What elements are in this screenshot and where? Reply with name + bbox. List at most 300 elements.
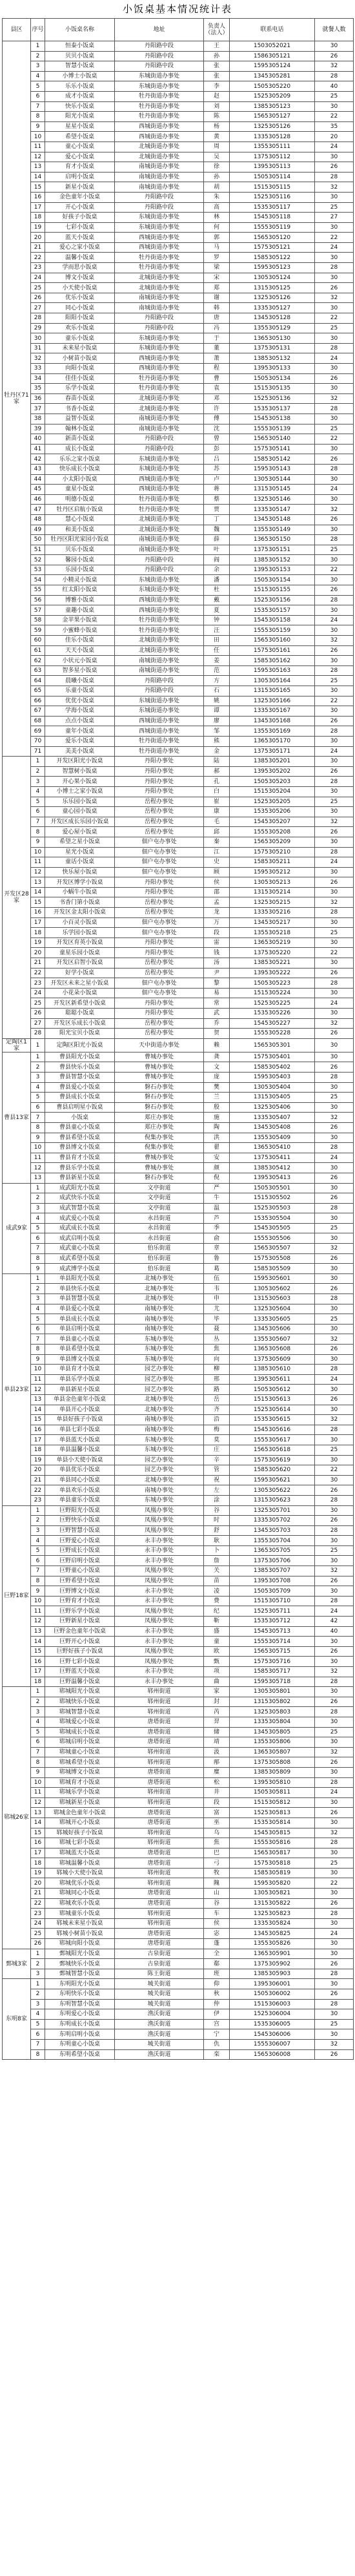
table-row — [3, 393, 354, 404]
name-cell: 乐乐之家小饭桌 — [45, 454, 115, 465]
phone-cell: 1375305112 — [230, 152, 315, 162]
address-cell: 古泉街道 — [115, 1959, 204, 1969]
diners-cell: 30 — [315, 605, 354, 616]
contact-person-cell: 仲 — [204, 1999, 230, 2009]
table-row — [3, 1009, 354, 1019]
serial-cell: 37 — [31, 404, 45, 414]
serial-cell: 41 — [31, 444, 45, 454]
diners-cell: 28 — [315, 726, 354, 737]
phone-cell: 1325305146 — [230, 494, 315, 505]
diners-cell: 30 — [315, 1082, 354, 1093]
serial-cell: 5 — [31, 1314, 45, 1325]
phone-cell: 1545305118 — [230, 213, 315, 223]
address-cell: 牡丹街道办事处 — [115, 625, 204, 636]
diners-cell: 40 — [315, 81, 354, 92]
address-cell: 渔沃街道 — [115, 2049, 204, 2060]
address-cell: 唐塔街道 — [115, 1727, 204, 1737]
serial-cell: 15 — [31, 1415, 45, 1425]
name-cell: 巨野阳光小饭桌 — [45, 1505, 115, 1516]
address-cell: 北城街道办事处 — [115, 141, 204, 152]
table-row — [3, 1576, 354, 1586]
serial-cell: 18 — [31, 213, 45, 223]
contact-person-cell: 葛 — [204, 1264, 230, 1274]
diners-cell: 26 — [315, 1345, 354, 1355]
serial-cell: 39 — [31, 424, 45, 434]
name-cell: 成武博学小饭桌 — [45, 1264, 115, 1274]
serial-cell: 3 — [31, 1969, 45, 1979]
contact-person-cell: 孙 — [204, 172, 230, 182]
phone-cell: 1505305203 — [230, 777, 315, 787]
table-row — [3, 736, 354, 746]
name-cell: 新苗小饭桌 — [45, 434, 115, 445]
table-row — [3, 1223, 354, 1233]
table-row — [3, 1788, 354, 1798]
diners-cell: 32 — [315, 182, 354, 193]
phone-cell: 1505305612 — [230, 1385, 315, 1395]
diners-cell: 30 — [315, 706, 354, 717]
table-row — [3, 777, 354, 787]
address-cell: 郓州街道 — [115, 1757, 204, 1768]
address-cell: 丹阳路中段 — [115, 555, 204, 565]
diners-cell: 25 — [315, 424, 354, 434]
name-cell: 曹县新星小饭桌 — [45, 1173, 115, 1183]
serial-cell: 5 — [31, 1223, 45, 1233]
contact-person-cell: 庄 — [204, 1445, 230, 1455]
table-row — [3, 928, 354, 938]
name-cell: 单县温馨小饭桌 — [45, 1445, 115, 1455]
diners-cell: 30 — [315, 1324, 354, 1334]
address-cell: 南城街道办事处 — [115, 656, 204, 666]
name-cell: 东明阳光小饭桌 — [45, 1979, 115, 1989]
name-cell: 东明希望小饭桌 — [45, 2049, 115, 2060]
table-row — [3, 595, 354, 605]
address-cell: 佃户屯办事处 — [115, 917, 204, 928]
serial-cell: 34 — [31, 373, 45, 384]
serial-cell: 5 — [31, 81, 45, 92]
serial-cell: 7 — [31, 1244, 45, 1254]
table-row — [3, 1697, 354, 1707]
phone-cell: 1355305826 — [230, 1939, 315, 1949]
serial-cell: 7 — [31, 2039, 45, 2049]
name-cell: 巨野好孩子小饭桌 — [45, 1646, 115, 1657]
table-row — [3, 132, 354, 142]
table-row — [3, 917, 354, 928]
table-row — [3, 404, 354, 414]
contact-person-cell: 俞 — [204, 1233, 230, 1244]
name-cell: 单县欢乐小饭桌 — [45, 1485, 115, 1496]
address-cell: 丹阳路中段 — [115, 444, 204, 454]
diners-cell: 30 — [315, 786, 354, 797]
diners-cell: 26 — [315, 585, 354, 596]
name-cell: 佳佳小饭桌 — [45, 373, 115, 384]
serial-cell: 1 — [31, 1505, 45, 1516]
phone-cell: 1535305226 — [230, 1009, 315, 1019]
address-cell: 东城街道办事处 — [115, 575, 204, 585]
contact-person-cell: 黎 — [204, 978, 230, 989]
contact-person-cell: 侯 — [204, 1918, 230, 1929]
diners-cell: 30 — [315, 474, 354, 485]
phone-cell: 1335305128 — [230, 132, 315, 142]
contact-person-cell: 朱 — [204, 192, 230, 202]
diners-cell: 26 — [315, 454, 354, 465]
address-cell: 磐石办事处 — [115, 1173, 204, 1183]
address-cell: 西城街道办事处 — [115, 242, 204, 253]
diners-cell: 27 — [315, 213, 354, 223]
name-cell: 贝贝小饭桌 — [45, 51, 115, 61]
contact-person-cell: 路 — [204, 1385, 230, 1395]
diners-cell: 30 — [315, 1889, 354, 1899]
contact-person-cell: 钟 — [204, 615, 230, 625]
phone-cell: 1325305126 — [230, 121, 315, 132]
phone-cell: 1585305122 — [230, 253, 315, 263]
table-row — [3, 353, 354, 364]
address-cell: 丹阳路中段 — [115, 61, 204, 72]
name-cell: 曹县爱心小饭桌 — [45, 1082, 115, 1093]
serial-cell: 23 — [31, 1495, 45, 1505]
address-cell: 东城街道办事处 — [115, 71, 204, 81]
contact-person-cell: 时 — [204, 1516, 230, 1526]
address-cell: 东城办事处 — [115, 1345, 204, 1355]
serial-cell: 3 — [31, 1525, 45, 1536]
serial-cell: 65 — [31, 686, 45, 696]
table-row — [3, 1365, 354, 1375]
address-cell: 西城街道办事处 — [115, 485, 204, 495]
table-row — [3, 1284, 354, 1294]
address-cell: 渔沃街道 — [115, 2009, 204, 2020]
name-cell: 成武希望小饭桌 — [45, 1253, 115, 1264]
diners-cell: 26 — [315, 51, 354, 61]
address-cell: 园艺办事处 — [115, 1385, 204, 1395]
name-cell: 单县金色童年小饭桌 — [45, 1394, 115, 1405]
diners-cell: 28 — [315, 1294, 354, 1304]
diners-cell: 28 — [315, 1909, 354, 1919]
contact-person-cell: 申 — [204, 1294, 230, 1304]
contact-person-cell: 仇 — [204, 2039, 230, 2049]
serial-cell: 64 — [31, 676, 45, 686]
address-cell: 南城办事处 — [115, 1324, 204, 1334]
diners-cell: 24 — [315, 615, 354, 625]
serial-cell: 11 — [31, 1153, 45, 1163]
name-cell: 乐学小饭桌 — [45, 384, 115, 394]
phone-cell: 1515305502 — [230, 1193, 315, 1204]
address-cell: 西城街道办事处 — [115, 132, 204, 142]
address-cell: 永丰办事处 — [115, 1536, 204, 1546]
name-cell: 快乐小饭桌 — [45, 101, 115, 112]
name-cell: 巨野爱心小饭桌 — [45, 1536, 115, 1546]
name-cell: 成武阳光小饭桌 — [45, 1183, 115, 1193]
name-cell: 小太阳小饭桌 — [45, 474, 115, 485]
diners-cell: 25 — [315, 1727, 354, 1737]
serial-cell: 68 — [31, 716, 45, 726]
serial-cell: 49 — [31, 525, 45, 535]
address-cell: 园艺办事处 — [115, 1455, 204, 1465]
table-row — [3, 797, 354, 807]
phone-cell: 1355305607 — [230, 1334, 315, 1345]
table-row — [3, 585, 354, 596]
serial-cell: 18 — [31, 1677, 45, 1687]
table-row — [3, 182, 354, 193]
address-cell: 西城街道办事处 — [115, 233, 204, 243]
contact-person-cell: 家 — [204, 1687, 230, 1697]
table-row — [3, 343, 354, 353]
name-cell: 成武快乐小饭桌 — [45, 1193, 115, 1204]
diners-cell: 24 — [315, 998, 354, 1009]
serial-cell: 15 — [31, 1828, 45, 1838]
contact-person-cell: 袁 — [204, 384, 230, 394]
address-cell: 凤凰办事处 — [115, 1516, 204, 1526]
address-cell: 文亭街道 — [115, 1183, 204, 1193]
phone-cell: 1385305412 — [230, 1163, 315, 1173]
address-cell: 唐塔街道 — [115, 1858, 204, 1869]
serial-cell: 1 — [31, 41, 45, 52]
address-cell: 古泉街道 — [115, 1949, 204, 1959]
diners-cell: 20 — [315, 132, 354, 142]
diners-cell: 25 — [315, 676, 354, 686]
serial-cell: 1 — [31, 1687, 45, 1697]
diners-cell: 30 — [315, 1102, 354, 1113]
address-cell: 东城街道办事处 — [115, 696, 204, 706]
diners-cell: 26 — [315, 827, 354, 837]
phone-cell: 1325305823 — [230, 1909, 315, 1919]
contact-person-cell: 段 — [204, 928, 230, 938]
phone-cell: 1395305611 — [230, 1374, 315, 1385]
county-cell: 曹县13家 — [3, 1052, 31, 1183]
serial-cell: 69 — [31, 726, 45, 737]
table-row — [3, 1495, 354, 1505]
table-row — [3, 1485, 354, 1496]
address-cell: 文亭街道 — [115, 1193, 204, 1204]
table-row — [3, 424, 354, 434]
name-cell: 小蜗牛小饭桌 — [45, 887, 115, 897]
phone-cell: 1365305608 — [230, 1345, 315, 1355]
contact-person-cell: 常 — [204, 998, 230, 1009]
address-cell: 牡丹街道办事处 — [115, 253, 204, 263]
serial-cell: 2 — [31, 1516, 45, 1526]
name-cell: 开心小饭桌 — [45, 202, 115, 213]
name-cell: 郓城未来星小饭桌 — [45, 1918, 115, 1929]
table-row — [3, 1898, 354, 1909]
contact-person-cell: 万 — [204, 917, 230, 928]
table-row — [3, 897, 354, 908]
diners-cell: 32 — [315, 1334, 354, 1345]
table-row — [3, 1273, 354, 1284]
phone-cell: 1545305505 — [230, 1223, 315, 1233]
diners-cell: 30 — [315, 494, 354, 505]
table-row — [3, 1183, 354, 1193]
contact-person-cell: 耿 — [204, 1536, 230, 1546]
table-row — [3, 1405, 354, 1415]
contact-person-cell: 邓 — [204, 393, 230, 404]
table-row — [3, 1052, 354, 1062]
contact-person-cell: 廖 — [204, 716, 230, 726]
phone-cell: 1345305825 — [230, 1929, 315, 1939]
page-title: 小饭桌基本情况统计表 — [122, 3, 232, 15]
name-cell: 乐童小饭桌 — [45, 686, 115, 696]
contact-person-cell: 贾 — [204, 505, 230, 515]
diners-cell: 32 — [315, 61, 354, 72]
address-cell: 天中街道办事处 — [115, 1038, 204, 1052]
name-cell: 智慧树小饭桌 — [45, 766, 115, 777]
address-cell: 丹阳办事处 — [115, 786, 204, 797]
diners-cell: 30 — [315, 1536, 354, 1546]
contact-person-cell: 谷 — [204, 1898, 230, 1909]
diners-cell: 28 — [315, 595, 354, 605]
table-row — [3, 2039, 354, 2049]
phone-cell: 1355305218 — [230, 928, 315, 938]
address-cell: 渔沃街道 — [115, 2019, 204, 2029]
name-cell: 翰林小饭桌 — [45, 424, 115, 434]
serial-cell: 6 — [31, 1737, 45, 1748]
address-cell: 丹阳办事处 — [115, 937, 204, 948]
phone-cell: 1515305710 — [230, 1596, 315, 1606]
address-cell: 城关街道 — [115, 1999, 204, 2009]
serial-cell: 2 — [31, 1284, 45, 1294]
table-row — [3, 273, 354, 283]
address-cell: 曹城办事处 — [115, 1072, 204, 1082]
address-cell: 唐塔街道 — [115, 1817, 204, 1828]
phone-cell: 1345305281 — [230, 71, 315, 81]
contact-person-cell: 章 — [204, 1244, 230, 1254]
name-cell: 郓城蓝天小饭桌 — [45, 1848, 115, 1858]
address-cell: 东城办事处 — [115, 1334, 204, 1345]
serial-cell: 67 — [31, 706, 45, 717]
serial-cell: 53 — [31, 565, 45, 575]
table-row — [3, 605, 354, 616]
name-cell: 巨野开心小饭桌 — [45, 1637, 115, 1647]
contact-person-cell: 邹 — [204, 726, 230, 737]
phone-cell: 1575305210 — [230, 847, 315, 857]
phone-cell: 1565305301 — [230, 1038, 315, 1052]
address-cell: 唐塔街道 — [115, 1767, 204, 1777]
diners-cell: 26 — [315, 1697, 354, 1707]
contact-person-cell: 雷 — [204, 937, 230, 948]
serial-cell: 9 — [31, 837, 45, 847]
name-cell: 曹县成长小饭桌 — [45, 1093, 115, 1103]
name-cell: 阳阳小饭桌 — [45, 313, 115, 324]
phone-cell: 1565305715 — [230, 1646, 315, 1657]
diners-cell: 28 — [315, 172, 354, 182]
phone-cell: 1595305403 — [230, 1072, 315, 1082]
table-row — [3, 1808, 354, 1818]
name-cell: 智多星小饭桌 — [45, 665, 115, 676]
phone-cell: 1575305141 — [230, 444, 315, 454]
phone-cell: 1385305903 — [230, 1969, 315, 1979]
serial-cell: 28 — [31, 313, 45, 324]
name-cell: 巨野成长小饭桌 — [45, 1545, 115, 1556]
diners-cell: 30 — [315, 1273, 354, 1284]
diners-cell: 30 — [315, 1133, 354, 1143]
name-cell: 和美小饭桌 — [45, 525, 115, 535]
serial-cell: 12 — [31, 1385, 45, 1395]
diners-cell: 40 — [315, 1626, 354, 1637]
name-cell: 牡丹区阳光家园小饭桌 — [45, 535, 115, 545]
diners-cell: 28 — [315, 1777, 354, 1788]
diners-cell: 26 — [315, 1173, 354, 1183]
name-cell: 单县启明小饭桌 — [45, 1324, 115, 1334]
contact-person-cell: 白 — [204, 786, 230, 797]
address-cell: 郓州街道 — [115, 1868, 204, 1878]
name-cell: 向阳小饭桌 — [45, 364, 115, 374]
contact-person-cell: 隗 — [204, 1878, 230, 1889]
diners-cell: 30 — [315, 1687, 354, 1697]
address-cell: 郑庄办事处 — [115, 1122, 204, 1133]
address-cell: 丹阳路中段 — [115, 41, 204, 52]
phone-cell: 1385305707 — [230, 1566, 315, 1576]
address-cell: 凤凰办事处 — [115, 1505, 204, 1516]
contact-person-cell: 尤 — [204, 1304, 230, 1314]
phone-cell: 1535306005 — [230, 2019, 315, 2029]
name-cell: 成武童心小饭桌 — [45, 1244, 115, 1254]
address-cell: 园艺办事处 — [115, 1465, 204, 1476]
name-cell: 郓城博文小饭桌 — [45, 1767, 115, 1777]
phone-cell: 1555305208 — [230, 827, 315, 837]
serial-cell: 1 — [31, 1979, 45, 1989]
contact-person-cell: 钱 — [204, 948, 230, 958]
contact-person-cell: 欧 — [204, 1646, 230, 1657]
contact-person-cell: 王 — [204, 41, 230, 52]
serial-cell: 1 — [31, 1052, 45, 1062]
diners-cell: 30 — [315, 958, 354, 969]
contact-person-cell: 彭 — [204, 444, 230, 454]
contact-person-cell: 糜 — [204, 1767, 230, 1777]
address-cell: 郓州街道 — [115, 1687, 204, 1697]
name-cell: 单县蓝天小饭桌 — [45, 1435, 115, 1445]
name-cell: 定陶区阳光小饭桌 — [45, 1038, 115, 1052]
address-cell: 牡丹街道办事处 — [115, 505, 204, 515]
serial-cell: 48 — [31, 514, 45, 525]
serial-cell: 7 — [31, 817, 45, 827]
serial-cell: 1 — [31, 1949, 45, 1959]
name-cell: 成长小饭桌 — [45, 444, 115, 454]
table-row — [3, 857, 354, 868]
diners-cell: 30 — [315, 1475, 354, 1485]
address-cell: 永丰办事处 — [115, 1677, 204, 1687]
address-cell: 牡丹街道办事处 — [115, 736, 204, 746]
address-cell: 曹城办事处 — [115, 1153, 204, 1163]
serial-cell: 59 — [31, 625, 45, 636]
diners-cell: 30 — [315, 152, 354, 162]
phone-cell: 1505305154 — [230, 575, 315, 585]
contact-person-cell: 吴 — [204, 152, 230, 162]
phone-cell: 1595305601 — [230, 1273, 315, 1284]
diners-cell: 30 — [315, 686, 354, 696]
diners-cell: 22 — [315, 948, 354, 958]
diners-cell: 26 — [315, 716, 354, 726]
name-cell: 单县乐学小饭桌 — [45, 1374, 115, 1385]
serial-cell: 8 — [31, 827, 45, 837]
table-row — [3, 454, 354, 465]
diners-cell: 26 — [315, 1062, 354, 1073]
serial-cell: 2 — [31, 1193, 45, 1204]
serial-cell: 17 — [31, 1667, 45, 1677]
serial-cell: 16 — [31, 908, 45, 918]
diners-cell: 26 — [315, 877, 354, 888]
address-cell: 南城街道办事处 — [115, 162, 204, 173]
diners-cell: 26 — [315, 1989, 354, 2000]
diners-cell: 26 — [315, 1646, 354, 1657]
phone-cell: 1525305136 — [230, 393, 315, 404]
phone-cell: 1535305137 — [230, 404, 315, 414]
name-cell: 小蜜蜂小饭桌 — [45, 625, 115, 636]
contact-person-cell: 田 — [204, 636, 230, 646]
address-cell: 永丰办事处 — [115, 1667, 204, 1677]
serial-cell: 2 — [31, 1697, 45, 1707]
address-cell: 磐石办事处 — [115, 1093, 204, 1103]
serial-cell: 11 — [31, 857, 45, 868]
phone-cell: 1345305408 — [230, 1122, 315, 1133]
diners-cell: 28 — [315, 665, 354, 676]
serial-cell: 16 — [31, 1657, 45, 1667]
